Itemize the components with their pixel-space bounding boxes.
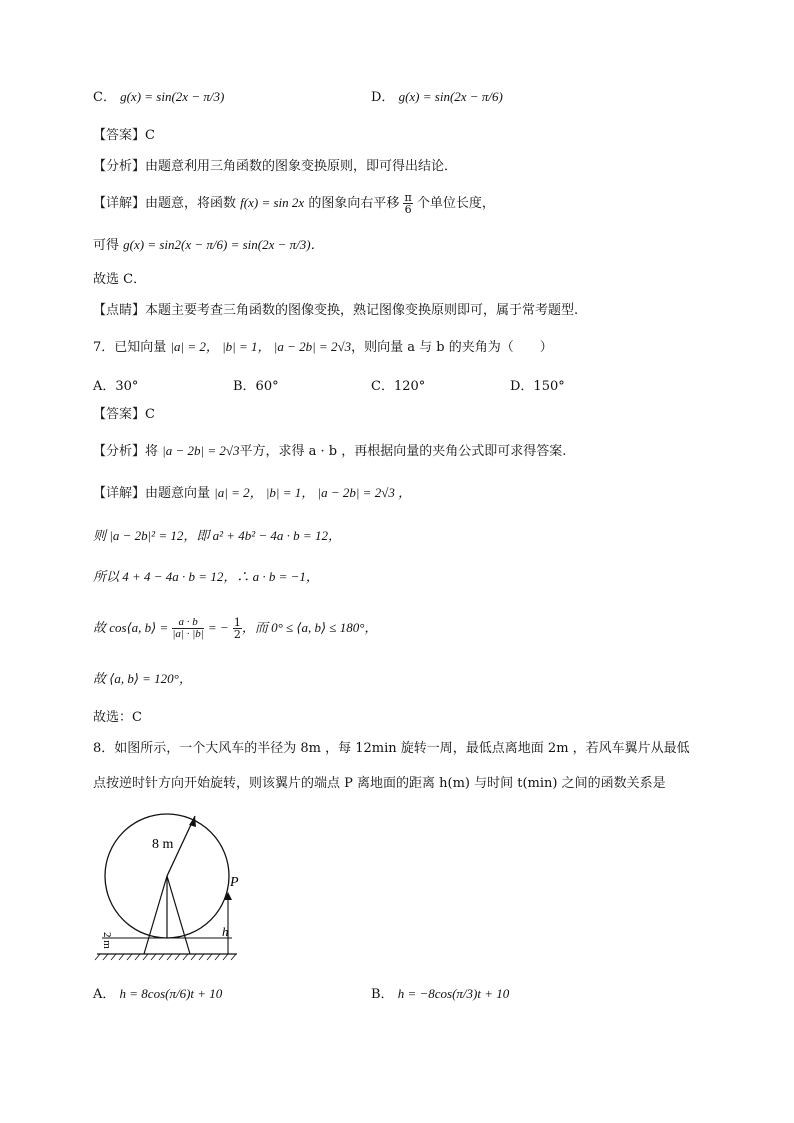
detail-text-a: 由题意，将函数 bbox=[145, 196, 237, 211]
q7-stem-b: ，则向量 a 与 b 的夹角为（ ） bbox=[351, 340, 553, 355]
analysis-tag: 【分析】 bbox=[93, 444, 146, 459]
q8-option-b bbox=[371, 985, 509, 1004]
q6-option-d-formula: g(x) = sin(2x − π/6) bbox=[398, 89, 503, 104]
q8-option-a bbox=[93, 985, 222, 1004]
q8-option-b-label: B． bbox=[371, 987, 394, 1002]
height-h-label: h bbox=[222, 924, 229, 939]
q6-option-c-formula: g(x) = sin(2x − π/3) bbox=[120, 89, 225, 104]
detail-text-c: 个单位长度， bbox=[416, 196, 495, 211]
q8-option-b-formula: h = −8cos(π/3)t + 10 bbox=[397, 986, 510, 1001]
detail-function: f(x) = sin 2x bbox=[240, 195, 305, 210]
q7-cos-tail: ，而 0° ≤ ⟨a, b⟩ ≤ 180°， bbox=[241, 620, 378, 635]
q7-cos-denominator: |a| · |b| bbox=[172, 628, 204, 640]
q7-cos-fraction bbox=[172, 617, 203, 640]
tower-right bbox=[167, 876, 190, 954]
analysis-tag: 【分析】 bbox=[93, 159, 146, 174]
point-p-label: P bbox=[230, 875, 239, 890]
q8-option-a-label: A． bbox=[93, 987, 116, 1002]
q6-detail-2 bbox=[93, 236, 324, 255]
answer-tag: 【答案】 bbox=[93, 407, 146, 422]
ground-hatching bbox=[95, 954, 236, 960]
answer-tag: 【答案】 bbox=[93, 128, 146, 143]
q6-analysis bbox=[93, 158, 457, 176]
detail-text-b: 的图象向右平移 bbox=[308, 196, 400, 211]
q7-stem-a: 7．已知向量 bbox=[93, 340, 167, 355]
analysis-text-a: 将 bbox=[145, 444, 159, 459]
q7-stem-formula: |a| = 2， |b| = 1， |a − 2b| = 2√3 bbox=[170, 339, 352, 354]
q7-option-a: A．30° bbox=[93, 379, 139, 394]
q7-option-d: D．150° bbox=[510, 379, 565, 394]
q7-answer bbox=[93, 406, 155, 424]
q6-detail bbox=[93, 192, 495, 215]
q7-line-5: 故 ⟨a, b⟩ = 120°， bbox=[93, 671, 192, 686]
analysis-text-b: 平方，求得 a · b ，再根据向量的夹角公式即可求得答案. bbox=[239, 444, 567, 459]
detail-tag: 【详解】 bbox=[93, 486, 146, 501]
q7-detail bbox=[93, 484, 411, 503]
q7-option-c: C．120° bbox=[371, 379, 426, 394]
q7-line-3: 所以 4 + 4 − 4a · b = 12，∴ a · b = −1， bbox=[93, 569, 319, 584]
pi-over-6-fraction: $\frac{\pi}{6}$ bbox=[404, 191, 412, 216]
q7-line-4 bbox=[93, 617, 377, 640]
q8-option-a-formula: h = 8cos(π/6)t + 10 bbox=[119, 986, 223, 1001]
q7-option-b: B．60° bbox=[233, 379, 279, 394]
radius-label: 8 m bbox=[152, 837, 174, 852]
analysis-text: 由题意利用三角函数的图象变换原则，即可得出结论． bbox=[145, 159, 458, 174]
q6-option-d-label: D． bbox=[371, 90, 395, 105]
q6-option-d bbox=[371, 88, 503, 107]
windmill-figure bbox=[92, 808, 242, 968]
q8-stem-2: 点按逆时针方向开始旋转，则该翼片的端点 P 离地面的距离 h(m) 与时间 t(min) 之间的函数关系是 bbox=[93, 776, 666, 791]
detail-formula: |a| = 2， |b| = 1， |a − 2b| = 2√3 ， bbox=[214, 485, 412, 500]
detail-tag: 【详解】 bbox=[93, 196, 146, 211]
q7-cos-numerator: a · b bbox=[172, 617, 203, 629]
q6-comment bbox=[93, 302, 578, 320]
q8-stem-1: 8．如图所示，一个大风车的半径为 8m ，每 12min 旋转一周，最低点离地面 2m ，若风车翼片从最低 bbox=[93, 741, 690, 756]
q7-stem bbox=[93, 338, 553, 357]
q6-option-c-label: C． bbox=[93, 90, 116, 105]
q7-conclusion: 故选：C bbox=[93, 710, 142, 725]
one-half-fraction: $\frac{1}{2}$ bbox=[233, 616, 241, 641]
comment-tag: 【点睛】 bbox=[93, 303, 146, 318]
detail2-text: 可得 bbox=[93, 238, 120, 253]
detail2-formula: g(x) = sin2(x − π/6) = sin(2x − π/3)． bbox=[123, 237, 324, 252]
tower-left bbox=[144, 876, 167, 954]
detail-text-a: 由题意向量 bbox=[145, 486, 211, 501]
q6-option-c bbox=[93, 88, 224, 107]
q7-line-2: 则 |a − 2b|² = 12，即 a² + 4b² − 4a · b = 12， bbox=[93, 528, 341, 543]
q6-conclusion: 故选 C． bbox=[93, 272, 147, 287]
q7-cos-eq: = − bbox=[207, 620, 229, 635]
answer-value: C bbox=[145, 407, 155, 422]
ground-distance-label: 2 m bbox=[101, 932, 113, 949]
comment-text: 本题主要考查三角函数的图像变换，熟记图像变换原则即可，属于常考题型. bbox=[145, 303, 579, 318]
answer-value: C bbox=[145, 128, 155, 143]
q7-analysis bbox=[93, 442, 566, 461]
q7-cos-label: 故 cos⟨a, b⟩ = bbox=[93, 620, 169, 635]
analysis-formula: |a − 2b| = 2√3 bbox=[162, 443, 240, 458]
q6-answer bbox=[93, 127, 155, 145]
